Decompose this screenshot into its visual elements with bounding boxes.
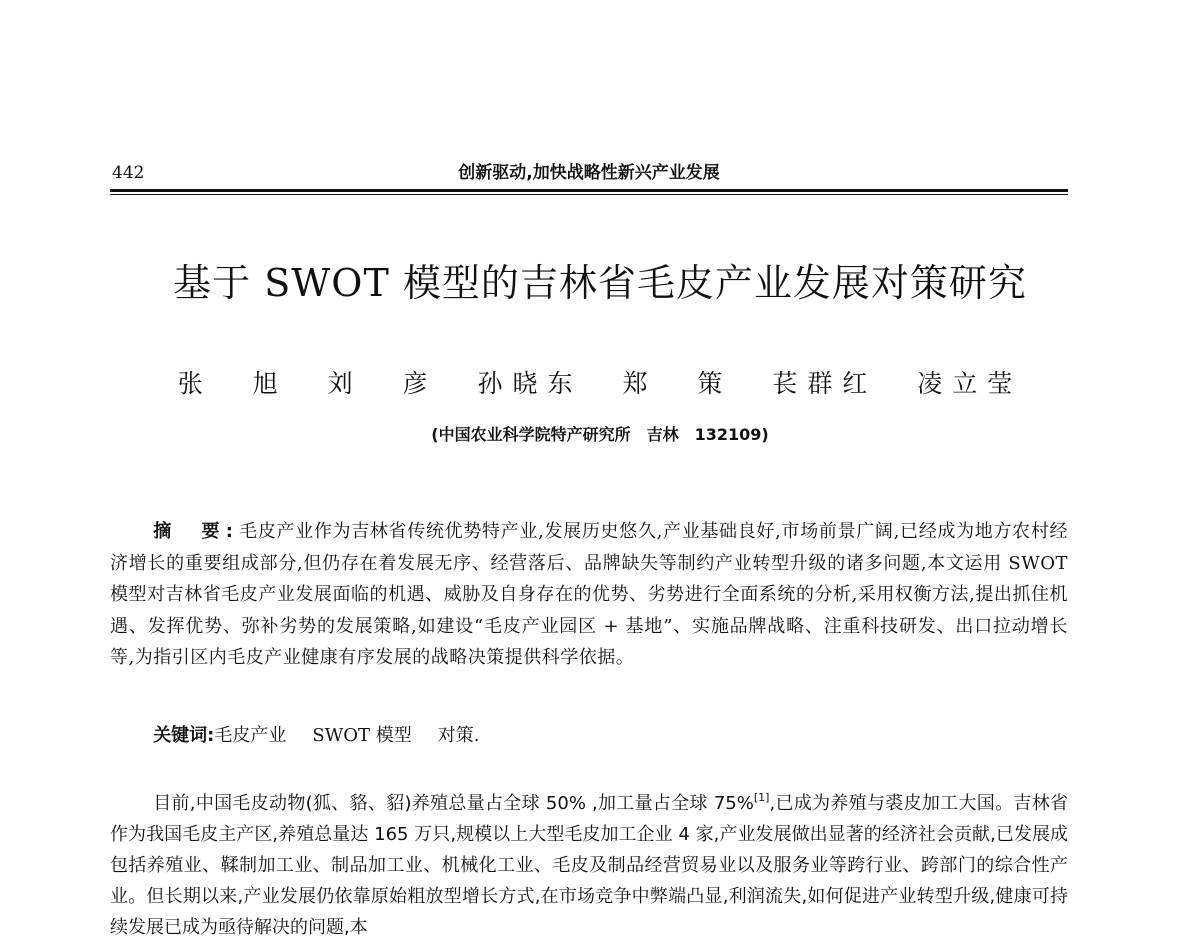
keywords-label: 关键词: [153,725,215,746]
keywords [110,720,1068,751]
header-rule-thick [110,189,1068,192]
author-affiliation: (中国农业科学院特产研究所 吉林 132109) [431,425,769,444]
abstract [110,516,1068,674]
article-title: 基于 SWOT 模型的吉林省毛皮产业发展对策研究 [173,261,1027,305]
abstract-label: 摘 要: [153,521,239,542]
citation-reference[interactable]: [1] [753,791,770,804]
author-list: 张 旭 刘 彦 孙晓东 郑 策 苌群红 凌立莹 [177,369,1023,398]
abstract-text: 毛皮产业作为吉林省传统优势特产业,发展历史悠久,产业基础良好,市场前景广阔,已经成为地方农村经济增长的重要组成部分,但仍存在着发展无序、经营落后、品牌缺失等制约产业转型升级的诸多问题,本文运用 SWOT 模型对吉林省毛皮产业发展面临的机遇、威胁及自身存在的优势、劣势进行全面系统的分析,采用权衡方法,提出抓住机遇、发挥优势、弥补劣势的发展策略,如建设“毛皮产业园区 + 基地”、实施品牌战略、注重科技研发、出口拉动增长等,为指引区内毛皮产业健康有序发展的战略决策提供科学依据。 [110,521,1069,668]
header-rule-thin [110,194,1068,195]
page-number: 442 [112,163,145,183]
body-text-segment: 目前,中国毛皮动物(狐、貉、貂)养殖总量占全球 50% ,加工量占全球 75% [153,793,754,814]
keyword-item: 毛皮产业 [214,725,287,746]
body-text-segment: ,已成为养殖与裘皮加工大国。吉林省作为我国毛皮主产区,养殖总量达 165 万只,规模以上大型毛皮加工企业 4 家,产业发展做出显著的经济社会贡献,已发展成包括养殖业、鞣制加工业、制品加工业、机械化工业、毛皮及制品经营贸易业以及服务业等跨行业、跨部门的综合性产业。但长期以来,产业发展仍依靠原始粗放型增长方式,在市场竞争中弊端凸显,利润流失,如何促进产业转型升级,健康可持续发展已成为亟待解决的问题,本 [110,793,1068,938]
keyword-item: 对策. [437,725,480,746]
body-paragraph [110,788,1068,943]
running-header [110,160,1068,186]
running-title: 创新驱动,加快战略性新兴产业发展 [458,163,720,183]
keyword-item: SWOT 模型 [312,725,412,746]
